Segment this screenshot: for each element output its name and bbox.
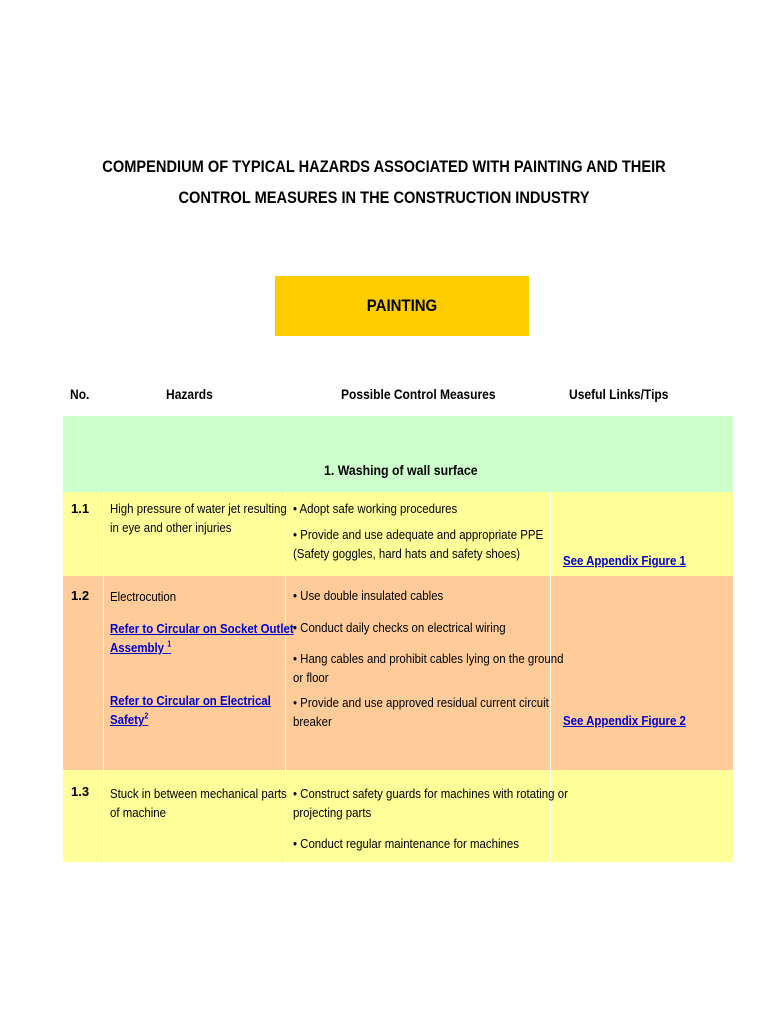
socket-outlet-circular-link[interactable]: Refer to Circular on Socket Outlet Assembly $^1$	[110, 621, 294, 655]
row-number: 1.2	[71, 588, 90, 603]
row-number: 1.1	[71, 501, 90, 516]
hazard-text: Stuck in between mechanical parts of machine	[110, 786, 287, 820]
column-header-links: Useful Links/Tips	[569, 386, 669, 402]
page-title-line-2: CONTROL MEASURES IN THE CONSTRUCTION INDUSTRY	[178, 188, 590, 207]
control-measure: • Hang cables and prohibit cables lying on the ground or floor	[293, 651, 564, 685]
control-measure: • Use double insulated cables	[293, 588, 444, 603]
column-header-hazards: Hazards	[166, 386, 213, 402]
page-title	[88, 151, 680, 213]
control-measure: • Conduct regular maintenance for machines	[293, 836, 519, 851]
table-row	[63, 492, 733, 576]
row-number: 1.3	[71, 784, 90, 799]
section-label: PAINTING	[366, 296, 438, 315]
group-row-washing	[63, 416, 733, 492]
hazard-text: High pressure of water jet resulting in eye and other injuries	[110, 501, 287, 535]
table-row	[63, 770, 733, 862]
group-title: 1. Washing of wall surface	[324, 462, 478, 478]
control-measure: • Adopt safe working procedures	[293, 501, 458, 516]
control-measure: • Construct safety guards for machines with rotating or projecting parts	[293, 786, 568, 820]
control-measure: • Conduct daily checks on electrical wiring	[293, 620, 506, 635]
control-measures	[293, 586, 583, 738]
appendix-figure-2-link[interactable]: See Appendix Figure 2	[563, 713, 686, 728]
column-header-no: No.	[70, 386, 90, 402]
control-measures	[293, 499, 583, 570]
hazard-text: Electrocution	[110, 589, 177, 604]
column-header-controls: Possible Control Measures	[341, 386, 496, 402]
control-measure: • Provide and use approved residual current circuit breaker	[293, 695, 549, 729]
appendix-figure-1-link[interactable]: See Appendix Figure 1	[563, 553, 686, 568]
page-title-line-1: COMPENDIUM OF TYPICAL HAZARDS ASSOCIATED WITH PAINTING AND THEIR	[102, 157, 666, 176]
control-measure: • Provide and use adequate and appropriate PPE (Safety goggles, hard hats and safety shoes)	[293, 527, 544, 561]
control-measures	[293, 784, 583, 860]
table-row	[63, 576, 733, 770]
electrical-safety-circular-link[interactable]: Refer to Circular on Electrical Safety$^2$	[110, 693, 271, 727]
section-banner	[275, 276, 529, 336]
